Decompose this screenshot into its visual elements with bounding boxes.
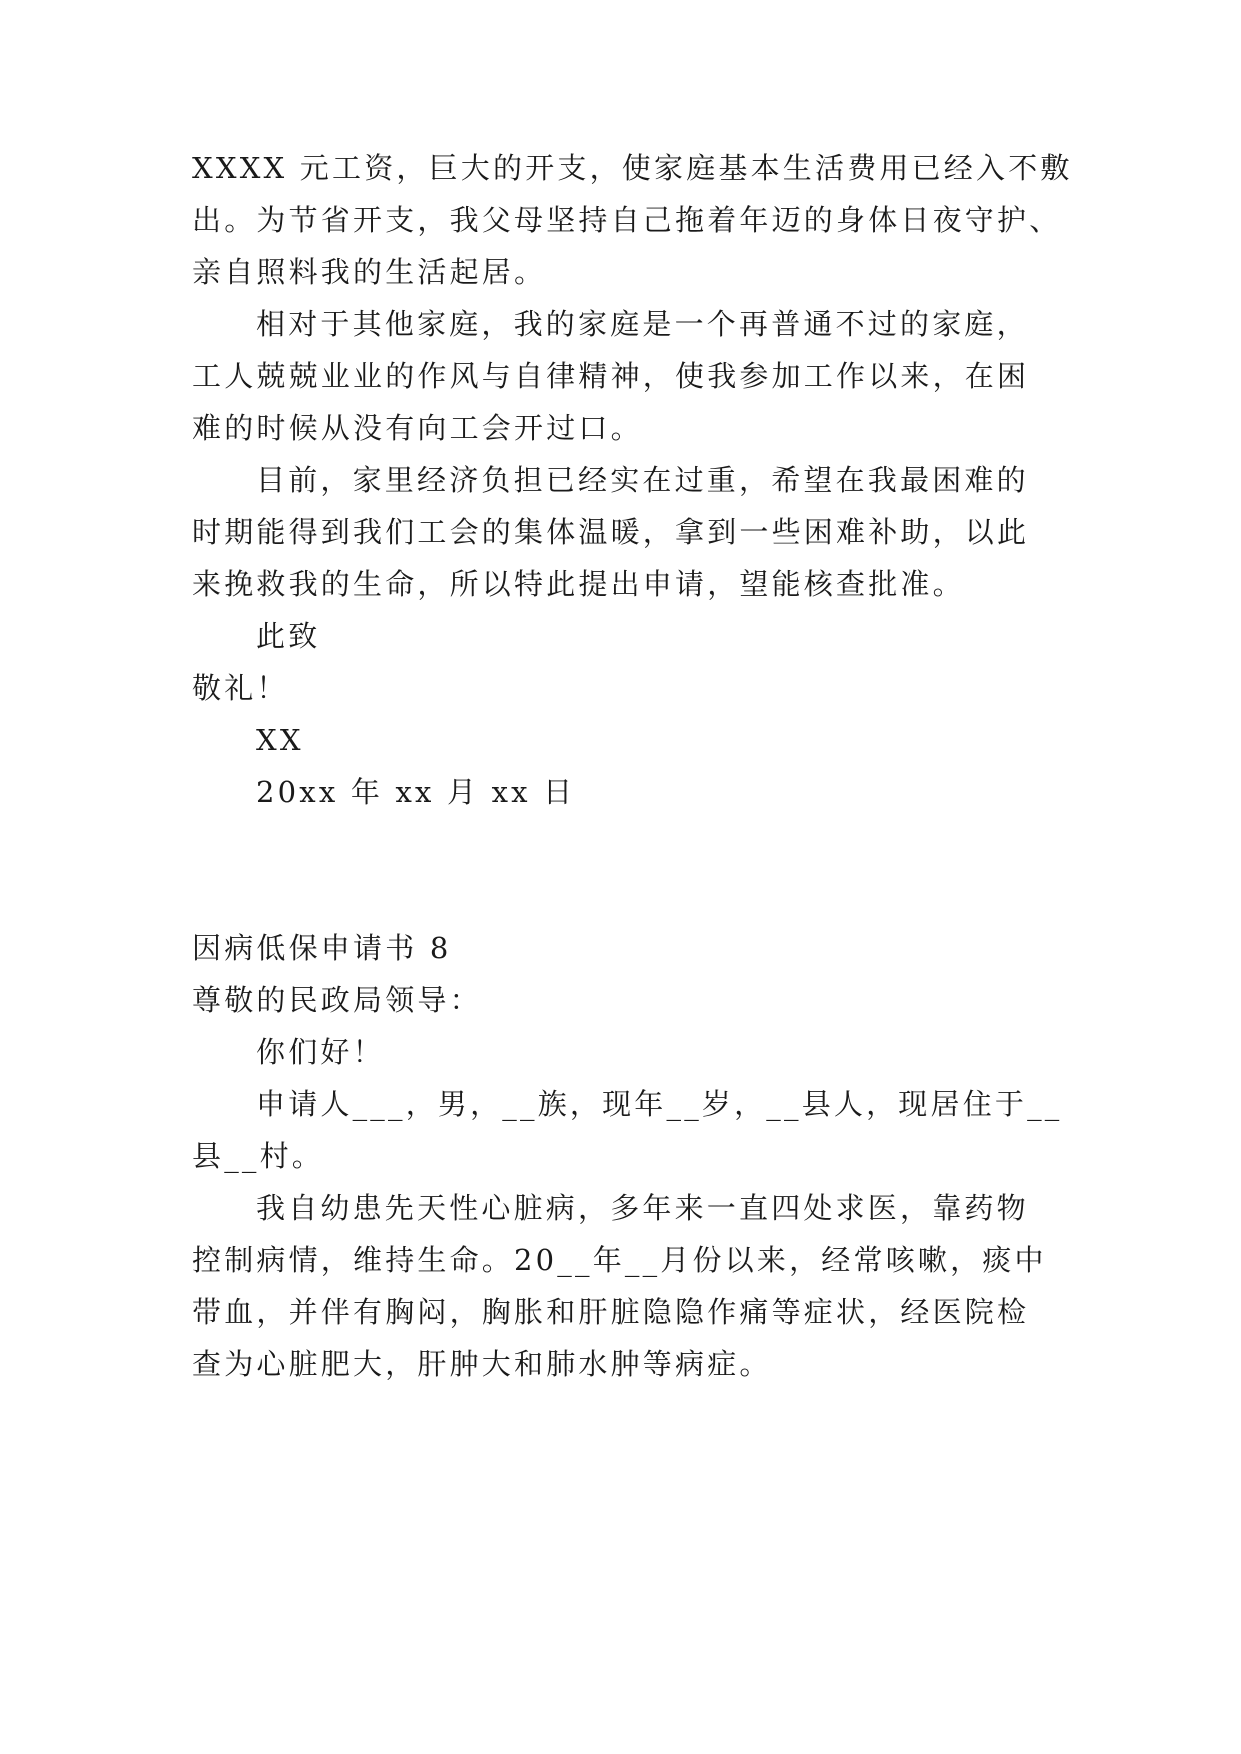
closing-salutation: 此致 bbox=[256, 619, 321, 653]
section-title: 因病低保申请书 8 bbox=[192, 931, 452, 965]
paragraph-line: 申请人___，男，__族，现年__岁，__县人，现居住于__ bbox=[256, 1087, 1063, 1121]
paragraph-line: 相对于其他家庭，我的家庭是一个再普通不过的家庭， bbox=[256, 307, 1029, 341]
paragraph-line: 我自幼患先天性心脏病，多年来一直四处求医，靠药物 bbox=[256, 1191, 1029, 1225]
paragraph-line: 工人兢兢业业的作风与自律精神，使我参加工作以来，在困 bbox=[192, 359, 1030, 393]
paragraph-line: XXXX 元工资，巨大的开支，使家庭基本生活费用已经入不敷 bbox=[192, 151, 1073, 185]
paragraph-line: 目前，家里经济负担已经实在过重，希望在我最困难的 bbox=[256, 463, 1029, 497]
paragraph-line: 控制病情，维持生命。20__年__月份以来，经常咳嗽，痰中 bbox=[192, 1243, 1047, 1277]
paragraph-line: 出。为节省开支，我父母坚持自己拖着年迈的身体日夜守护、 bbox=[192, 203, 1062, 237]
paragraph-line: 县__村。 bbox=[192, 1139, 325, 1173]
greeting: 你们好！ bbox=[256, 1035, 385, 1069]
paragraph-line: 来挽救我的生命，所以特此提出申请，望能核查批准。 bbox=[192, 567, 965, 601]
paragraph-line: 时期能得到我们工会的集体温暖，拿到一些困难补助，以此 bbox=[192, 515, 1030, 549]
paragraph-line: 查为心脏肥大，肝肿大和肺水肿等病症。 bbox=[192, 1347, 772, 1381]
closing-regards: 敬礼！ bbox=[192, 671, 289, 705]
signature-name: XX bbox=[256, 723, 304, 757]
paragraph-line: 亲自照料我的生活起居。 bbox=[192, 255, 547, 289]
salutation: 尊敬的民政局领导： bbox=[192, 983, 482, 1017]
paragraph-line: 难的时候从没有向工会开过口。 bbox=[192, 411, 643, 445]
paragraph-line: 带血，并伴有胸闷，胸胀和肝脏隐隐作痛等症状，经医院检 bbox=[192, 1295, 1030, 1329]
signature-date: 20xx 年 xx 月 xx 日 bbox=[256, 775, 576, 809]
